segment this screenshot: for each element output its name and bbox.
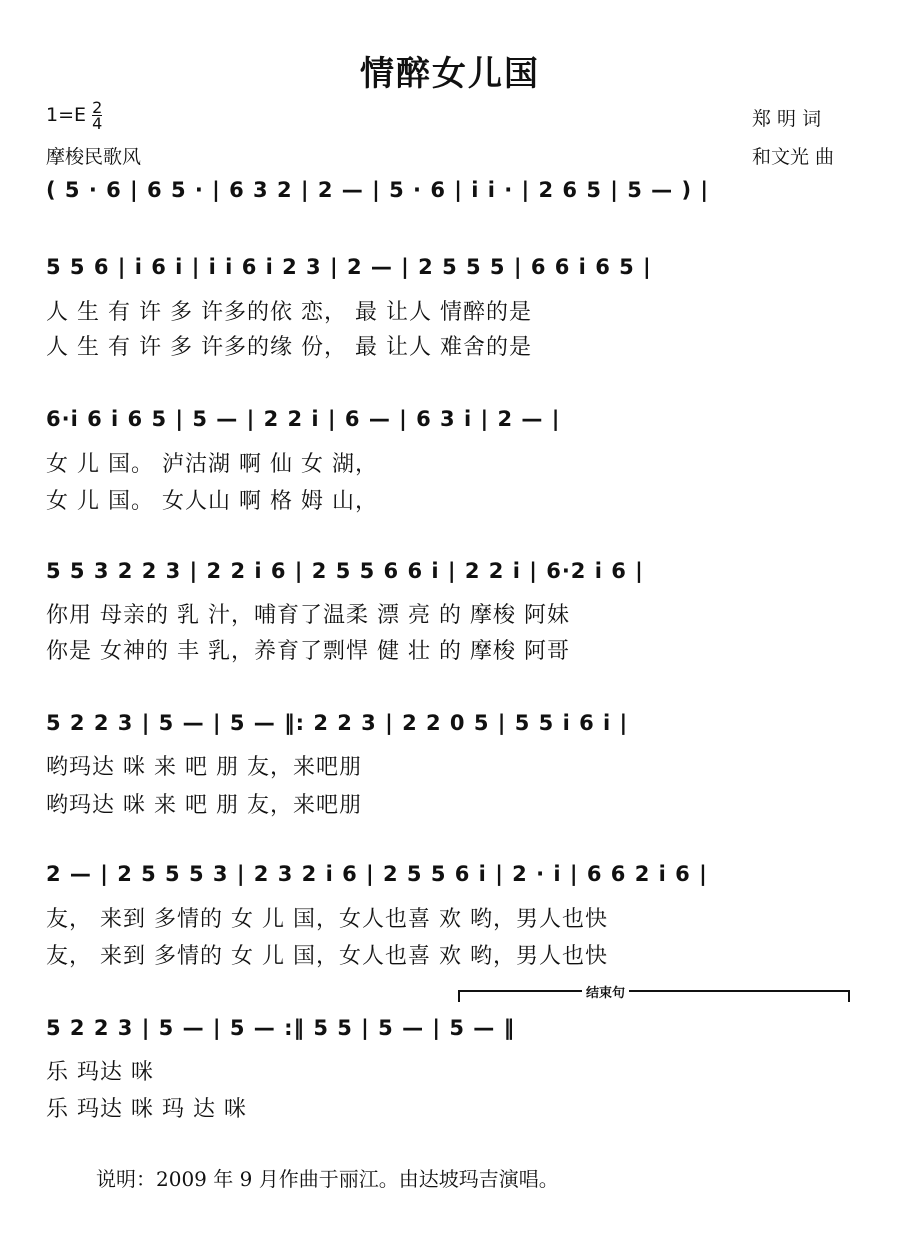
composer: 和文光 曲: [752, 146, 835, 168]
lyrics-row3-verse2: 你是 女神的 丰 乳，养育了剽悍 健 壮 的 摩梭 阿哥: [46, 639, 570, 664]
song-title: 情醉女儿国: [360, 54, 540, 94]
style-label: 摩梭民歌风: [46, 146, 142, 168]
lyrics-row6-verse1: 乐 玛达 咪: [46, 1060, 154, 1085]
lyricist: 郑 明 词: [752, 108, 822, 130]
lyrics-row2-verse1: 女 儿 国。 泸沽湖 啊 仙 女 湖，: [46, 452, 378, 477]
score-notes-row6: 5 2 2 3 | 5 — | 5 — :‖ 5 5 | 5 — | 5 — ‖: [46, 1016, 516, 1040]
time-signature: [92, 100, 102, 131]
key-signature: [46, 100, 102, 131]
ending-label: 结束句: [582, 982, 629, 1001]
ending-bracket: [458, 990, 850, 1002]
lyrics-row5-verse1: 友， 来到 多情的 女 儿 国，女人也喜 欢 哟，男人也快: [46, 907, 608, 932]
time-bottom: 4: [92, 114, 103, 133]
lyrics-row3-verse1: 你用 母亲的 乳 汁，哺育了温柔 漂 亮 的 摩梭 阿妹: [46, 603, 570, 628]
lyrics-row4-verse2: 哟玛达 咪 来 吧 朋 友，来吧朋: [46, 793, 362, 818]
lyrics-row1-verse1: 人 生 有 许 多 许多的依 恋， 最 让人 情醉的是: [46, 300, 532, 325]
score-notes-row2: 6·i 6 i 6 5 | 5 — | 2 2 i | 6 — | 6 3 i | 2 — |: [46, 407, 561, 431]
footer-note: 说明：2009 年 9 月作曲于丽江。由达坡玛吉演唱。: [96, 1167, 559, 1191]
lyrics-row5-verse2: 友， 来到 多情的 女 儿 国，女人也喜 欢 哟，男人也快: [46, 944, 608, 969]
key-prefix: 1=E: [46, 104, 87, 126]
score-notes-row3: 5 5 3 2 2 3 | 2 2 i 6 | 2 5 5 6 6 i | 2 2 i | 6·2 i 6 |: [46, 559, 644, 583]
score-notes-intro: ( 5 · 6 | 6 5 · | 6 3 2 | 2 — | 5 · 6 | i i · | 2 6 5 | 5 — ) |: [46, 178, 710, 202]
time-top: 2: [92, 98, 103, 117]
score-notes-row5: 2 — | 2 5 5 5 3 | 2 3 2 i 6 | 2 5 5 6 i | 2 · i | 6 6 2 i 6 |: [46, 862, 708, 886]
lyrics-row2-verse2: 女 儿 国。 女人山 啊 格 姆 山，: [46, 489, 378, 514]
score-notes-row1: 5 5 6 | i 6 i | i i 6 i 2 3 | 2 — | 2 5 5 5 | 6 6 i 6 5 |: [46, 255, 652, 279]
lyrics-row4-verse1: 哟玛达 咪 来 吧 朋 友，来吧朋: [46, 755, 362, 780]
lyrics-row6-verse2: 乐 玛达 咪 玛 达 咪: [46, 1097, 247, 1122]
lyrics-row1-verse2: 人 生 有 许 多 许多的缘 份， 最 让人 难舍的是: [46, 335, 532, 360]
score-notes-row4: 5 2 2 3 | 5 — | 5 — ‖: 2 2 3 | 2 2 0 5 | 5 5 i 6 i |: [46, 711, 629, 735]
